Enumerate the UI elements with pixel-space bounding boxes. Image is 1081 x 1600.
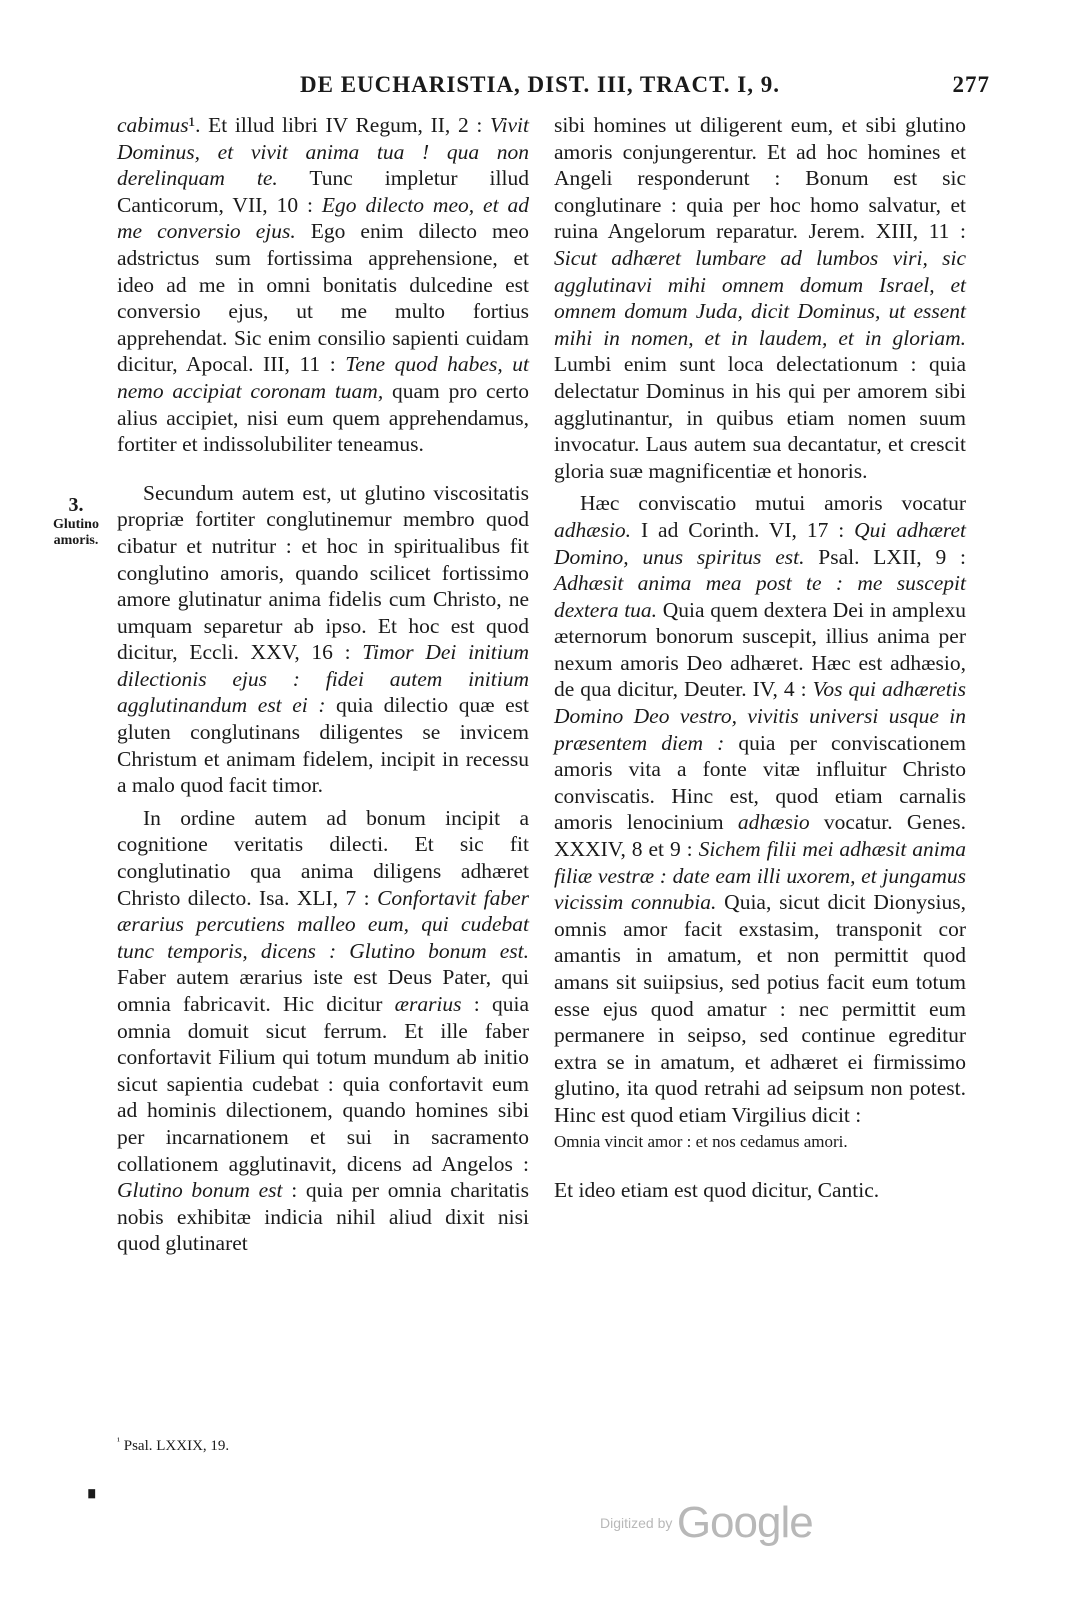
quotation-italic: Sicut adhæret lumbare ad lumbos viri, sic agglutinavi mihi omnem domum Israel, et omnem domum Juda, dicit Dominus, ut essent mihi in nomen, et in laudem, et in gloriam. — [554, 245, 966, 350]
text-run: In ordine autem ad bonum incipit a cognitione veritatis dilecti. Et sic fit conglutinatio qua anima diligens adhæret Christo dilecto. Isa. XLI, 7 : — [117, 805, 529, 910]
text-run: Psal. LXII, 9 : — [804, 544, 966, 569]
text-italic: ærarius — [394, 992, 462, 1016]
text-run: Quia, sicut dicit Dionysius, omnis amor facit exstasim, transponit cor amantis in amatum, et non permittit quod amans sit suiipsius, sed potius facit eum totum esse ejus quod amatur : nec permittit eum permanere in seipso, sed continue egreditur extra se in amatum, et adhæret ei firmissimo glutino, ita quod retrahi ad seipsum non potest. Hinc est quod etiam Virgilius dicit : — [554, 890, 966, 1127]
left-paragraph-2 — [117, 480, 529, 799]
left-paragraph-3 — [117, 805, 529, 1257]
text-run: Faber autem ærarius iste est Deus Pater, qui omnia fabricavit. Hic dicitur — [117, 965, 529, 1016]
text-run: quam pro certo alius accipiet, nisi eum quem apprehendamus, fortiter et indissolubiliter teneamus. — [117, 378, 529, 457]
text-run: Secundum autem est, ut glutino viscositatis propriæ fortiter conglutinemur membro quod cibatur et nutritur : et hoc in spiritualibus fit conglutino amoris, quando scilicet fortissimo amore glutinatur anima fidelis cum Christo, ne umquam separetur ab ipso. Et hoc est quod dicitur, Eccli. XXV, 16 : — [117, 480, 529, 665]
text-run: ¹. Et illud libri IV Regum, II, 2 : — [188, 113, 490, 137]
left-paragraph-1 — [117, 112, 529, 458]
text-run: quia per conviscationem amoris vita a fonte vitæ influitur Christo conviscatis. Hinc est, quod etiam carnalis amoris lenocinium — [554, 730, 966, 835]
quotation-italic: Ego dilecto meo, et ad me conversio ejus. — [117, 192, 529, 244]
text-run: Quia quem dextera Dei in amplexu æternorum bonorum suscepit, illius anima per nexum amoris Deo adhæret. Hæc est adhæsio, de qua dicitur, Deuter. IV, 4 : — [554, 597, 966, 702]
right-column — [554, 112, 966, 1204]
text-italic: adhæsio — [737, 810, 810, 835]
footnote-marker: ¹ — [117, 1436, 120, 1447]
margin-note — [36, 494, 116, 549]
quotation-italic: Timor Dei initium dilectionis ejus : fidei autem initium agglutinandum est ei : — [117, 640, 529, 718]
text-run: Hæc conviscatio mutui amoris vocatur — [580, 491, 966, 516]
quotation-italic: Qui adhæret Domino, unus spiritus est. — [554, 517, 966, 569]
quotation-italic: Vivit Dominus, et vivit anima tua ! qua non derelinquam te. — [117, 113, 529, 191]
footnote — [117, 1436, 229, 1455]
text-italic: cabimus — [117, 113, 189, 137]
left-column — [117, 112, 529, 1257]
text-run: : quia per omnia charitatis nobis exhibitæ indicia nihil aliud dixit nisi quod glutinaret — [117, 1178, 529, 1256]
margin-note-number: 3. — [68, 494, 84, 516]
digitization-watermark — [600, 1498, 813, 1548]
text-run: vocatur. Genes. XXXIV, 8 et 9 : — [554, 810, 967, 862]
quotation-italic: Sichem filii mei adhæsit anima filiæ vestræ : date eam illi uxorem, et jungamus vicissim connubia. — [554, 837, 966, 915]
text-run: sibi homines ut diligerent eum, et sibi glutino amoris conjungerentur. Et ad hoc homines et Angeli responderunt : Bonum est sic conglutinare : quia per hoc homo salvatur, et ruina Angelorum reparatur. Jerem. XIII, 11 : — [554, 113, 966, 244]
verse-quotation: Omnia vincit amor : et nos cedamus amori. — [554, 1131, 848, 1151]
watermark-prefix: Digitized by — [600, 1515, 673, 1531]
quotation-italic: Tene quod habes, ut nemo accipiat coronam tuam, — [117, 352, 529, 403]
running-title: DE EUCHARISTIA, DIST. III, TRACT. I, 9. — [300, 72, 780, 97]
margin-note-label-line1: Glutino — [53, 517, 99, 532]
quotation-italic: Glutino bonum est — [117, 1178, 283, 1203]
right-paragraph-2 — [554, 490, 966, 1128]
right-paragraph-3: Et ideo etiam est quod dicitur, Cantic. — [554, 1178, 880, 1203]
right-paragraph-1 — [554, 112, 966, 484]
text-run: quia dilectio quæ est gluten conglutinans diligentes se invicem Christum et animam fidelem, incipit in recessu a malo quod facit timor. — [117, 693, 529, 798]
quotation-italic: Confortavit faber ærarius percutiens malleo eum, qui cudebat tunc temporis, dicens : Glutino bonum est. — [117, 885, 530, 963]
footnote-text: Psal. LXXIX, 19. — [123, 1438, 230, 1454]
text-run: Ego enim dilecto meo adstrictus sum fortissima apprehensione, et ideo ad me in omni bonitatis dulcedine est conversio ejus, ut me multo fortius apprehendat. Sic enim consilio sapienti cuidam dicitur, Apocal. III, 11 : — [117, 219, 529, 377]
text-italic: adhæsio. — [554, 517, 632, 542]
text-run: I ad Corinth. VI, 17 : — [631, 517, 855, 542]
text-run: Lumbi enim sunt loca delectationum : quia delectatur Dominus in his qui per amorem sibi agglutinantur, in quibus etiam nomen suum invocatur. Laus autem sua decantatur, et crescit gloria suæ magnificentiæ et honoris. — [554, 352, 966, 483]
watermark-logo: Google — [676, 1498, 813, 1547]
print-mark: ∎ — [86, 1482, 98, 1502]
text-run: : quia omnia domuit sicut ferrum. Et ille faber confortavit Filium qui totum mundum ab initio sicut sapientia cudebat : quia confortavit eum ad hominis dilectionem, quando homines sibi per incarnationem et sui in sacramento collationem agglutinavit, dicens ad Angelos : — [117, 992, 529, 1176]
quotation-italic: Adhæsit anima mea post te : me suscepit dextera tua. — [554, 571, 966, 622]
margin-note-label-line2: amoris. — [53, 533, 99, 548]
quotation-italic: Vos qui adhæretis Domino Deo vestro, vivitis universi usque in præsentem diem : — [554, 677, 967, 755]
text-run: Tunc impletur illud Canticorum, VII, 10 : — [117, 166, 529, 217]
page-number: 277 — [952, 72, 990, 97]
